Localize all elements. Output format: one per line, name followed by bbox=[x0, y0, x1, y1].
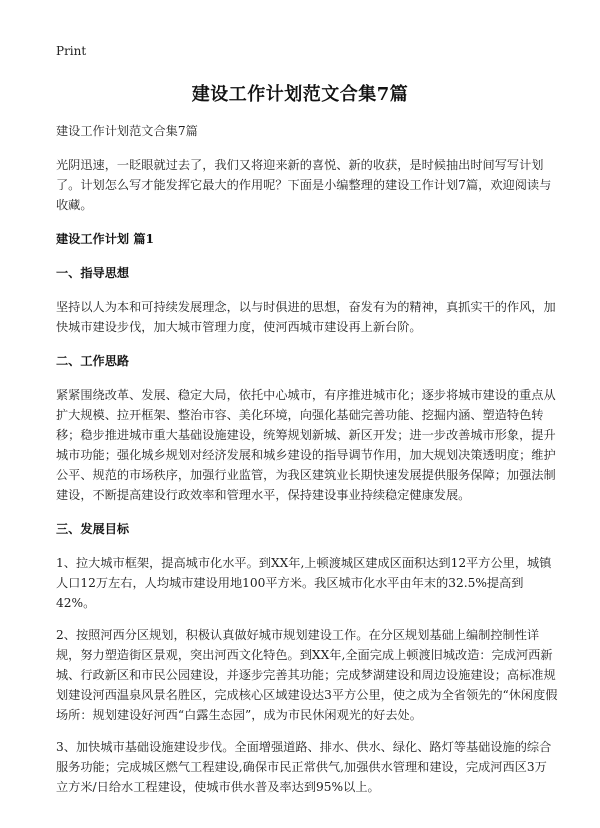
page-title: 建设工作计划范文合集7篇 bbox=[191, 84, 409, 105]
section-paragraph-guiding-ideology: 坚持以人为本和可持续发展理念，以与时俱进的思想，奋发有为的精神，真抓实干的作风，加快城市建设步伐，加大城市管理力度，使河西城市建设再上新台阶。 bbox=[56, 300, 556, 334]
print-label: Print bbox=[56, 44, 87, 58]
goal-item-1: 1、拉大城市框架，提高城市化水平。到XX年,上顿渡城区建成区面积达到12平方公里，城镇人口12万左右，人均城市建设用地100平方米。我区城市化水平由年末的32.5%提高到42%。 bbox=[56, 556, 552, 610]
document-subtitle: 建设工作计划范文合集7篇 bbox=[56, 124, 198, 138]
article-heading: 建设工作计划 篇1 bbox=[56, 232, 155, 246]
intro-paragraph: 光阴迅速，一眨眼就过去了，我们又将迎来新的喜悦、新的收获，是时候抽出时间写写计划了。计划怎么写才能发挥它最大的作用呢？下面是小编整理的建设工作计划7篇，欢迎阅读与收藏。 bbox=[56, 158, 552, 212]
goal-item-3: 3、加快城市基础设施建设步伐。全面增强道路、排水、供水、绿化、路灯等基础设施的综合服务功能；完成城区燃气工程建设,确保市民正常供气,加强供水管理和建设，完成河西区3万立方米/日给水工程建设，使城市供水普及率达到95%以上。 bbox=[56, 740, 552, 794]
section-paragraph-work-approach: 紧紧围绕改革、发展、稳定大局，依托中心城市，有序推进城市化；逐步将城市建设的重点从扩大规模、拉开框架、整治市容、美化环境，向强化基础完善功能、挖掘内涵、塑造特色转移；稳步推进城市重大基础设施建设，统筹规划新城、新区开发；进一步改善城市形象，提升城市功能；强化城乡规划对经济发展和城乡建设的指导调节作用，加大规划决策透明度；维护公平、规范的市场秩序，加强行业监管，为我区建筑业长期快速发展提供服务保障；加强法制建设，不断提高建设行政效率和管理水平，保持建设事业持续稳定健康发展。 bbox=[56, 388, 556, 502]
section-heading-work-approach: 二、工作思路 bbox=[56, 354, 130, 368]
document-body bbox=[56, 121, 558, 809]
section-heading-guiding-ideology: 一、指导思想 bbox=[56, 266, 130, 280]
section-heading-development-goals: 三、发展目标 bbox=[56, 522, 130, 536]
goal-item-2: 2、按照河西分区规划，积极认真做好城市规划建设工作。在分区规划基础上编制控制性详规，努力塑造街区景观，突出河西文化特色。到XX年,全面完成上顿渡旧城改造：完成河西新城、行政新区和市民公园建设，并逐步完善其功能；完成梦湖建设和周边设施建设；高标准规划建设河西温泉风景名胜区，完成核心区域建设达3平方公里，使之成为全省领先的“休闲度假场所：规划建设好河西“白露生态园”，成为市民休闲观光的好去处。 bbox=[56, 628, 558, 722]
